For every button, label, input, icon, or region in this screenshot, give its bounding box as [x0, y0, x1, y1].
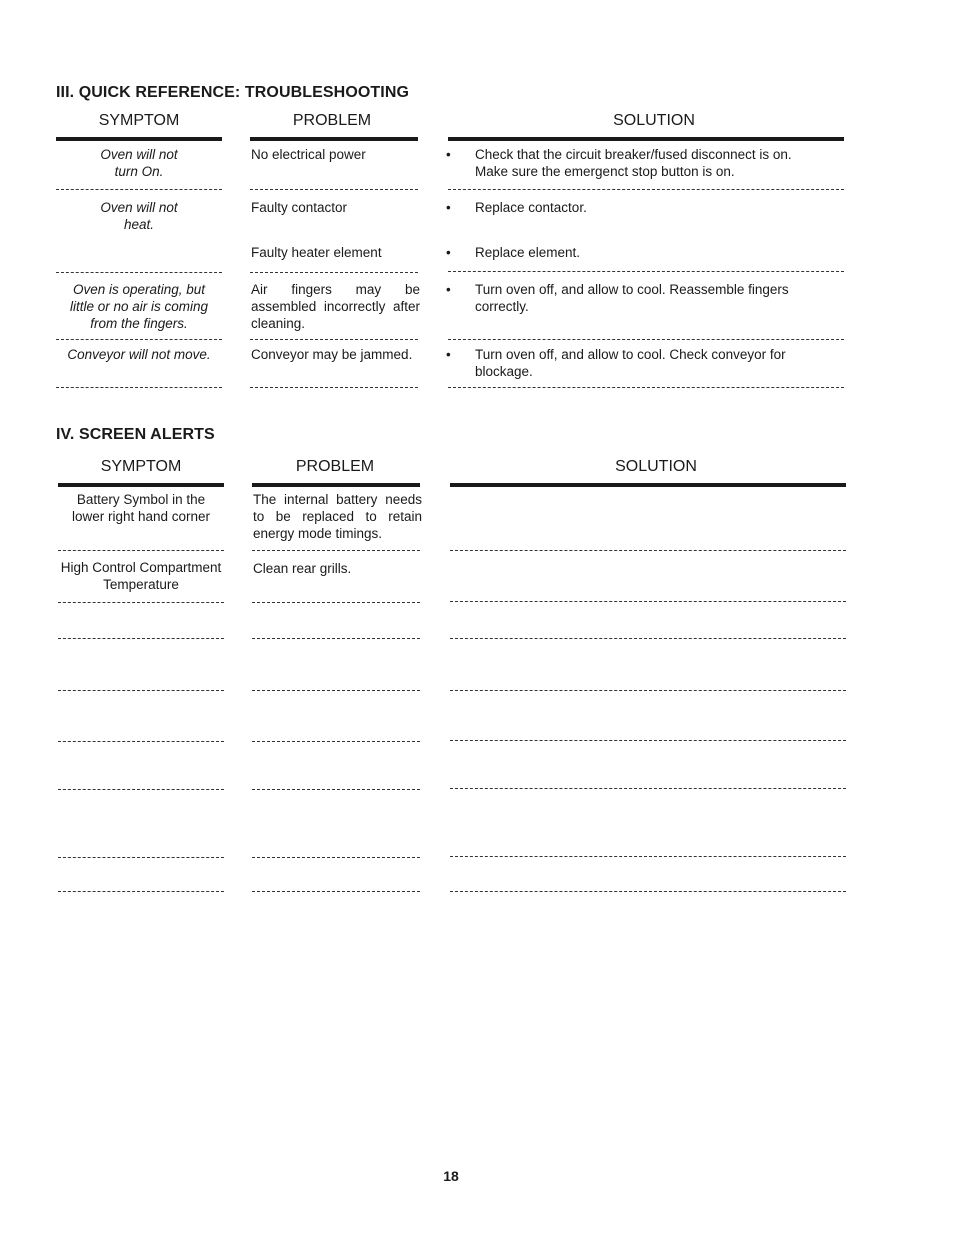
ts-row2-solution: Replace contactor. [475, 200, 587, 215]
sa-symptom-rule [58, 483, 224, 487]
row-divider [448, 271, 844, 272]
row-divider [252, 638, 420, 639]
troubleshooting-title: III. QUICK REFERENCE: TROUBLESHOOTING [56, 84, 410, 101]
ts-solution-header: SOLUTION [613, 112, 695, 129]
row-divider [250, 387, 418, 388]
ts-row3-solution: Replace element. [475, 245, 581, 260]
row-divider [58, 891, 224, 892]
row-divider [58, 638, 224, 639]
sa-symptom-header: SYMPTOM [100, 458, 182, 475]
screen-alerts-title: IV. SCREEN ALERTS [56, 426, 215, 443]
ts-row5-symptom: Conveyor will not move. [67, 347, 211, 362]
row-divider [58, 741, 224, 742]
sa-row1-problem: The internal battery needs to be replaced to retain energy mode timings. [253, 492, 422, 541]
row-divider [450, 550, 846, 551]
ts-row1-bullet: • [446, 147, 451, 162]
ts-row5-problem: Conveyor may be jammed. [251, 347, 413, 362]
ts-row2-problem: Faulty contactor [251, 200, 348, 215]
row-divider [58, 690, 224, 691]
row-divider [58, 789, 224, 790]
ts-symptom-header: SYMPTOM [98, 112, 180, 129]
row-divider [448, 189, 844, 190]
ts-symptom-rule [56, 137, 222, 141]
ts-row3-problem: Faulty heater element [251, 245, 382, 260]
sa-row2-symptom: High Control Compartment Temperature [60, 560, 222, 592]
row-divider [56, 387, 222, 388]
row-divider [56, 272, 222, 273]
row-divider [252, 857, 420, 858]
row-divider [252, 891, 420, 892]
row-divider [250, 339, 418, 340]
sa-row2-problem: Clean rear grills. [253, 561, 352, 576]
row-divider [450, 690, 846, 691]
row-divider [448, 387, 844, 388]
row-divider [450, 856, 846, 857]
row-divider [58, 857, 224, 858]
row-divider [450, 638, 846, 639]
sa-row1-symptom: Battery Symbol in the lower right hand corner [71, 492, 211, 524]
ts-row4-problem: Air fingers may be assembled incorrectly after cleaning. [251, 282, 420, 331]
row-divider [252, 741, 420, 742]
row-divider [58, 550, 224, 551]
row-divider [250, 272, 418, 273]
row-divider [450, 601, 846, 602]
row-divider [252, 789, 420, 790]
ts-solution-rule [448, 137, 844, 141]
ts-row4-bullet: • [446, 282, 451, 297]
row-divider [56, 189, 222, 190]
ts-row1-problem: No electrical power [251, 147, 366, 162]
sa-solution-header: SOLUTION [615, 458, 697, 475]
row-divider [450, 740, 846, 741]
row-divider [450, 788, 846, 789]
ts-problem-header: PROBLEM [292, 112, 372, 129]
ts-row3-bullet: • [446, 245, 451, 260]
row-divider [58, 602, 224, 603]
ts-row2-bullet: • [446, 200, 451, 215]
row-divider [252, 550, 420, 551]
sa-solution-rule [450, 483, 846, 487]
ts-row1-symptom: Oven will not turn On. [100, 147, 178, 179]
row-divider [252, 602, 420, 603]
ts-problem-rule [250, 137, 418, 141]
ts-row5-bullet: • [446, 347, 451, 362]
row-divider [56, 339, 222, 340]
row-divider [450, 891, 846, 892]
ts-row1-solution: Check that the circuit breaker/fused disconnect is on. Make sure the emergenct stop button is on. [475, 147, 792, 179]
sa-problem-rule [252, 483, 420, 487]
ts-row5-solution: Turn oven off, and allow to cool. Check conveyor for blockage. [475, 347, 786, 379]
page-number: 18 [443, 1168, 459, 1184]
row-divider [252, 690, 420, 691]
ts-row4-symptom: Oven is operating, but little or no air is coming from the fingers. [69, 282, 209, 331]
row-divider [448, 339, 844, 340]
row-divider [250, 189, 418, 190]
ts-row4-solution: Turn oven off, and allow to cool. Reassemble fingers correctly. [475, 282, 789, 314]
sa-problem-header: PROBLEM [295, 458, 375, 475]
ts-row2-symptom: Oven will not heat. [100, 200, 178, 232]
